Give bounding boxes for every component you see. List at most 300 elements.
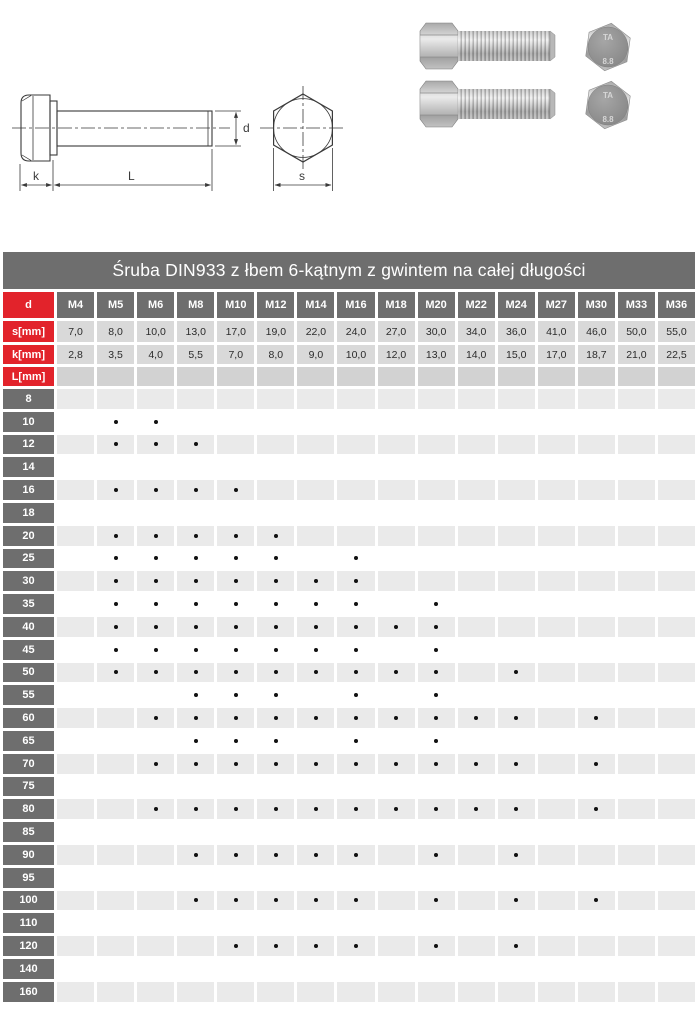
availability-dot (154, 716, 158, 720)
availability-dot (154, 488, 158, 492)
length-label-cell: 35 (3, 594, 54, 614)
availability-dot (314, 898, 318, 902)
availability-cell (57, 936, 94, 956)
availability-cell (297, 891, 334, 911)
availability-dot (354, 898, 358, 902)
availability-cell (458, 503, 495, 523)
availability-cell (498, 891, 535, 911)
availability-cell (257, 663, 294, 683)
availability-cell (618, 845, 655, 865)
availability-cell (618, 526, 655, 546)
availability-dot (154, 807, 158, 811)
availability-cell (418, 594, 455, 614)
s-value-cell: 10,0 (137, 321, 174, 342)
availability-cell (337, 685, 374, 705)
availability-cell (97, 913, 134, 933)
availability-cell (578, 457, 615, 477)
s-value-cell: 46,0 (578, 321, 615, 342)
availability-cell (297, 708, 334, 728)
availability-cell (137, 845, 174, 865)
availability-cell (418, 435, 455, 455)
l-row-cell (57, 367, 94, 386)
availability-cell (378, 822, 415, 842)
availability-cell (97, 708, 134, 728)
s-value-cell: 8,0 (97, 321, 134, 342)
availability-cell (578, 891, 615, 911)
availability-cell (297, 685, 334, 705)
length-label-cell: 120 (3, 936, 54, 956)
availability-cell (137, 640, 174, 660)
availability-cell (337, 936, 374, 956)
size-header-cell-M27: M27 (538, 292, 575, 318)
availability-cell (578, 959, 615, 979)
availability-cell (57, 549, 94, 569)
head-marking-top: TA (602, 91, 614, 100)
availability-cell (378, 777, 415, 797)
availability-dot (434, 716, 438, 720)
availability-cell (257, 982, 294, 1002)
availability-cell (177, 549, 214, 569)
availability-cell (458, 936, 495, 956)
availability-dot (114, 556, 118, 560)
availability-dot (274, 670, 278, 674)
availability-cell (418, 617, 455, 637)
availability-cell (498, 777, 535, 797)
availability-dot (394, 625, 398, 629)
k-value-cell: 7,0 (217, 345, 254, 364)
availability-cell (458, 594, 495, 614)
availability-dot (194, 488, 198, 492)
availability-cell (257, 549, 294, 569)
availability-cell (618, 936, 655, 956)
availability-dot (314, 579, 318, 583)
availability-cell (658, 959, 695, 979)
availability-dot (274, 648, 278, 652)
length-label-cell: 14 (3, 457, 54, 477)
availability-cell (618, 913, 655, 933)
availability-cell (498, 845, 535, 865)
availability-cell (578, 685, 615, 705)
technical-drawing (0, 0, 350, 250)
availability-cell (57, 822, 94, 842)
availability-cell (418, 549, 455, 569)
availability-cell (498, 708, 535, 728)
availability-cell (97, 799, 134, 819)
availability-cell (177, 982, 214, 1002)
availability-cell (458, 845, 495, 865)
availability-dot (194, 807, 198, 811)
availability-cell (618, 503, 655, 523)
availability-cell (378, 982, 415, 1002)
size-header-cell-M16: M16 (337, 292, 374, 318)
availability-dot (514, 944, 518, 948)
availability-cell (57, 503, 94, 523)
availability-cell (337, 754, 374, 774)
availability-cell (297, 594, 334, 614)
availability-dot (234, 693, 238, 697)
availability-cell (297, 936, 334, 956)
availability-cell (137, 982, 174, 1002)
availability-cell (658, 435, 695, 455)
availability-cell (57, 389, 94, 409)
availability-cell (297, 663, 334, 683)
availability-cell (418, 412, 455, 432)
availability-cell (97, 777, 134, 797)
availability-cell (257, 640, 294, 660)
availability-cell (498, 799, 535, 819)
availability-cell (337, 435, 374, 455)
availability-cell (177, 845, 214, 865)
availability-cell (538, 389, 575, 409)
length-label-cell: 30 (3, 571, 54, 591)
availability-cell (418, 777, 455, 797)
l-row-cell (177, 367, 214, 386)
availability-dot (114, 579, 118, 583)
length-label-cell: 8 (3, 389, 54, 409)
availability-cell (458, 685, 495, 705)
availability-cell (618, 663, 655, 683)
availability-cell (57, 959, 94, 979)
availability-cell (217, 708, 254, 728)
availability-cell (458, 868, 495, 888)
availability-cell (498, 868, 535, 888)
availability-cell (378, 891, 415, 911)
s-value-cell: 22,0 (297, 321, 334, 342)
availability-cell (137, 480, 174, 500)
availability-dot (314, 716, 318, 720)
size-header-cell-M12: M12 (257, 292, 294, 318)
dim-label-d: d (243, 121, 250, 135)
availability-dot (354, 693, 358, 697)
availability-dot (194, 898, 198, 902)
availability-cell (217, 457, 254, 477)
availability-cell (217, 640, 254, 660)
length-label-cell: 75 (3, 777, 54, 797)
availability-cell (418, 754, 455, 774)
availability-cell (257, 389, 294, 409)
availability-cell (618, 685, 655, 705)
availability-cell (297, 640, 334, 660)
availability-cell (177, 412, 214, 432)
availability-cell (578, 982, 615, 1002)
availability-cell (57, 799, 94, 819)
availability-cell (458, 982, 495, 1002)
availability-cell (378, 731, 415, 751)
availability-dot (234, 488, 238, 492)
l-row-cell (418, 367, 455, 386)
length-label-cell: 100 (3, 891, 54, 911)
availability-cell (498, 936, 535, 956)
availability-cell (217, 663, 254, 683)
availability-cell (458, 389, 495, 409)
availability-cell (57, 891, 94, 911)
availability-cell (217, 982, 254, 1002)
availability-cell (538, 503, 575, 523)
availability-cell (97, 663, 134, 683)
availability-dot (434, 602, 438, 606)
availability-dot (154, 670, 158, 674)
availability-cell (177, 685, 214, 705)
availability-cell (57, 526, 94, 546)
availability-cell (217, 731, 254, 751)
availability-cell (137, 708, 174, 728)
availability-cell (578, 868, 615, 888)
k-value-cell: 22,5 (658, 345, 695, 364)
availability-cell (57, 594, 94, 614)
availability-dot (274, 625, 278, 629)
availability-cell (177, 617, 214, 637)
availability-cell (177, 663, 214, 683)
availability-cell (498, 663, 535, 683)
length-label-cell: 16 (3, 480, 54, 500)
availability-cell (177, 571, 214, 591)
availability-cell (297, 913, 334, 933)
availability-cell (418, 457, 455, 477)
availability-cell (57, 435, 94, 455)
availability-dot (514, 807, 518, 811)
availability-cell (378, 936, 415, 956)
s-row-label: s[mm] (3, 321, 54, 342)
l-row-cell (498, 367, 535, 386)
availability-cell (137, 549, 174, 569)
availability-cell (618, 822, 655, 842)
availability-cell (578, 845, 615, 865)
availability-cell (418, 640, 455, 660)
availability-cell (337, 640, 374, 660)
availability-cell (297, 480, 334, 500)
availability-cell (498, 959, 535, 979)
availability-cell (97, 936, 134, 956)
availability-cell (177, 822, 214, 842)
availability-cell (498, 822, 535, 842)
availability-cell (458, 549, 495, 569)
availability-cell (658, 549, 695, 569)
availability-cell (618, 435, 655, 455)
availability-cell (538, 685, 575, 705)
head-marking-bottom: 8.8 (602, 57, 614, 66)
availability-cell (578, 640, 615, 660)
length-label-cell: 95 (3, 868, 54, 888)
availability-cell (57, 480, 94, 500)
availability-cell (658, 754, 695, 774)
availability-grid (3, 292, 695, 1002)
availability-cell (257, 936, 294, 956)
availability-dot (434, 944, 438, 948)
k-value-cell: 5,5 (177, 345, 214, 364)
k-value-cell: 8,0 (257, 345, 294, 364)
availability-dot (114, 670, 118, 674)
length-label-cell: 110 (3, 913, 54, 933)
availability-cell (57, 913, 94, 933)
availability-cell (57, 617, 94, 637)
size-header-cell-M24: M24 (498, 292, 535, 318)
availability-cell (137, 959, 174, 979)
availability-cell (217, 754, 254, 774)
availability-cell (578, 731, 615, 751)
availability-cell (257, 731, 294, 751)
availability-cell (97, 412, 134, 432)
availability-cell (378, 799, 415, 819)
availability-dot (354, 648, 358, 652)
availability-cell (658, 617, 695, 637)
availability-dot (314, 853, 318, 857)
length-label-cell: 25 (3, 549, 54, 569)
availability-cell (297, 503, 334, 523)
bolt-side-view (12, 95, 230, 161)
availability-cell (217, 936, 254, 956)
length-label-cell: 70 (3, 754, 54, 774)
l-row-cell (137, 367, 174, 386)
availability-cell (658, 731, 695, 751)
availability-cell (177, 457, 214, 477)
availability-cell (618, 412, 655, 432)
s-value-cell: 27,0 (378, 321, 415, 342)
availability-cell (97, 640, 134, 660)
availability-dot (234, 739, 238, 743)
availability-cell (578, 799, 615, 819)
length-label-cell: 60 (3, 708, 54, 728)
availability-cell (378, 503, 415, 523)
availability-cell (337, 959, 374, 979)
spec-table (3, 252, 695, 1002)
availability-cell (578, 549, 615, 569)
availability-dot (354, 602, 358, 606)
availability-cell (578, 480, 615, 500)
availability-cell (137, 663, 174, 683)
availability-cell (578, 594, 615, 614)
availability-cell (137, 685, 174, 705)
length-label-cell: 85 (3, 822, 54, 842)
availability-cell (658, 457, 695, 477)
availability-dot (354, 579, 358, 583)
k-value-cell: 13,0 (418, 345, 455, 364)
l-row-cell (337, 367, 374, 386)
l-row-cell (458, 367, 495, 386)
s-value-cell: 19,0 (257, 321, 294, 342)
availability-cell (97, 571, 134, 591)
availability-dot (434, 670, 438, 674)
availability-cell (177, 503, 214, 523)
availability-cell (498, 571, 535, 591)
size-header-cell-M8: M8 (177, 292, 214, 318)
availability-dot (114, 648, 118, 652)
availability-cell (538, 708, 575, 728)
availability-cell (658, 708, 695, 728)
availability-cell (337, 571, 374, 591)
availability-cell (538, 594, 575, 614)
availability-dot (434, 853, 438, 857)
availability-dot (274, 716, 278, 720)
availability-cell (337, 663, 374, 683)
length-label-cell: 80 (3, 799, 54, 819)
availability-cell (418, 708, 455, 728)
availability-dot (114, 442, 118, 446)
availability-cell (458, 959, 495, 979)
availability-cell (177, 777, 214, 797)
availability-cell (177, 731, 214, 751)
k-value-cell: 15,0 (498, 345, 535, 364)
availability-cell (257, 435, 294, 455)
availability-dot (154, 420, 158, 424)
availability-cell (618, 549, 655, 569)
availability-cell (578, 913, 615, 933)
availability-dot (274, 762, 278, 766)
availability-cell (538, 913, 575, 933)
availability-cell (498, 549, 535, 569)
availability-dot (194, 670, 198, 674)
availability-cell (137, 822, 174, 842)
availability-dot (514, 898, 518, 902)
availability-cell (658, 480, 695, 500)
availability-cell (378, 571, 415, 591)
availability-cell (177, 640, 214, 660)
availability-dot (274, 807, 278, 811)
availability-cell (297, 959, 334, 979)
availability-dot (514, 762, 518, 766)
availability-cell (257, 868, 294, 888)
availability-dot (314, 807, 318, 811)
availability-cell (658, 526, 695, 546)
availability-cell (217, 526, 254, 546)
availability-cell (177, 708, 214, 728)
availability-cell (378, 868, 415, 888)
s-value-cell: 34,0 (458, 321, 495, 342)
availability-dot (274, 579, 278, 583)
availability-cell (538, 571, 575, 591)
size-header-cell-M5: M5 (97, 292, 134, 318)
availability-dot (194, 693, 198, 697)
availability-cell (538, 435, 575, 455)
availability-cell (578, 389, 615, 409)
availability-cell (337, 594, 374, 614)
availability-cell (57, 754, 94, 774)
availability-cell (257, 777, 294, 797)
availability-cell (57, 731, 94, 751)
head-marking-top: TA (602, 33, 614, 42)
l-row-cell (97, 367, 134, 386)
l-row-label: L[mm] (3, 367, 54, 386)
availability-cell (217, 435, 254, 455)
availability-cell (177, 959, 214, 979)
availability-dot (594, 716, 598, 720)
availability-cell (337, 913, 374, 933)
availability-dot (234, 762, 238, 766)
length-label-cell: 55 (3, 685, 54, 705)
k-value-cell: 18,7 (578, 345, 615, 364)
availability-dot (194, 648, 198, 652)
availability-dot (594, 898, 598, 902)
bolt-photos (400, 5, 698, 130)
availability-cell (337, 777, 374, 797)
availability-dot (314, 648, 318, 652)
availability-cell (257, 754, 294, 774)
availability-dot (234, 853, 238, 857)
k-value-cell: 12,0 (378, 345, 415, 364)
availability-cell (418, 480, 455, 500)
availability-cell (538, 526, 575, 546)
availability-dot (394, 670, 398, 674)
availability-cell (498, 526, 535, 546)
availability-dot (154, 762, 158, 766)
availability-cell (578, 708, 615, 728)
l-row-cell (538, 367, 575, 386)
availability-dot (274, 556, 278, 560)
availability-dot (354, 716, 358, 720)
availability-dot (314, 602, 318, 606)
availability-cell (618, 457, 655, 477)
availability-cell (378, 959, 415, 979)
availability-cell (297, 457, 334, 477)
